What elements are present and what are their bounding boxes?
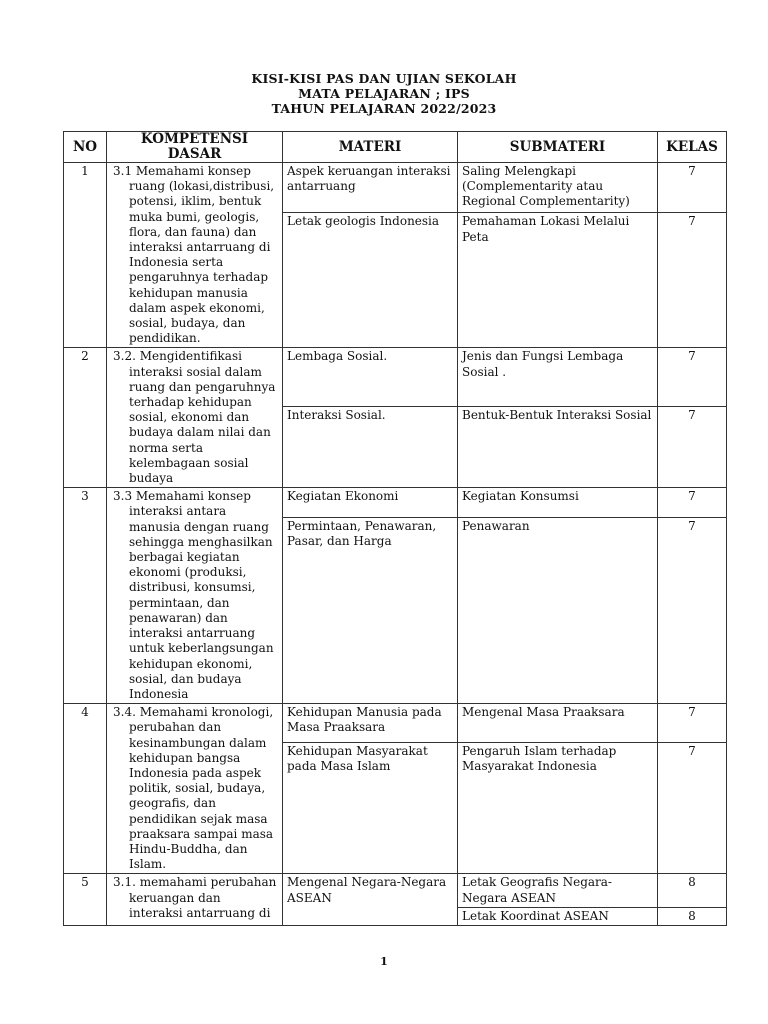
header-no: NO — [64, 132, 107, 163]
kompetensi-text: 3.3 Memahami konsep interaksi antara manusia dengan ruang sehingga menghasilkan berbagai kegiatan ekonomi (produksi, distribusi, konsumsi, permintaan, dan penawaran) dan interaksi antarruang untuk keberlangsungan kehidupan ekonomi, sosial, dan budaya Indonesia — [113, 489, 274, 701]
cell-kelas: 8 — [658, 874, 727, 907]
cell-kelas: 7 — [658, 348, 727, 406]
cell-submateri: Saling Melengkapi (Complementarity atau Regional Complementarity) — [458, 163, 658, 213]
cell-kompetensi — [107, 348, 283, 488]
cell-kelas: 7 — [658, 704, 727, 743]
kompetensi-text: 3.1 Memahami konsep ruang (lokasi,distribusi, potensi, iklim, bentuk muka bumi, geologis, flora, dan fauna) dan interaksi antarruang di Indonesia serta pengaruhnya terhadap kehidupan manusia dalam aspek ekonomi, sosial, budaya, dan pendidikan. — [113, 164, 275, 346]
cell-kelas: 7 — [658, 163, 727, 213]
header-kompetensi-dasar — [107, 132, 283, 163]
cell-materi: Kehidupan Manusia pada Masa Praaksara — [283, 704, 458, 743]
cell-submateri: Pengaruh Islam terhadap Masyarakat Indonesia — [458, 743, 658, 874]
cell-materi: Permintaan, Penawaran, Pasar, dan Harga — [283, 517, 458, 703]
cell-submateri: Mengenal Masa Praaksara — [458, 704, 658, 743]
kompetensi-text: 3.2. Mengidentifikasi interaksi sosial dalam ruang dan pengaruhnya terhadap kehidupan sosial, ekonomi dan budaya dalam nilai dan norma serta kelembagaan sosial budaya — [113, 349, 276, 486]
table-row — [64, 163, 727, 213]
cell-submateri: Jenis dan Fungsi Lembaga Sosial . — [458, 348, 658, 406]
cell-materi: Mengenal Negara-Negara ASEAN — [283, 874, 458, 926]
cell-kompetensi — [107, 874, 283, 926]
cell-submateri: Kegiatan Konsumsi — [458, 488, 658, 518]
cell-submateri: Bentuk-Bentuk Interaksi Sosial — [458, 406, 658, 488]
cell-materi: Interaksi Sosial. — [283, 406, 458, 488]
cell-submateri: Penawaran — [458, 517, 658, 703]
kompetensi-text: 3.4. Memahami kronologi, perubahan dan kesinambungan dalam kehidupan bangsa Indonesia pada aspek politik, sosial, budaya, geografis, dan pendidikan sejak masa praaksara sampai masa Hindu-Buddha, dan Islam. — [113, 705, 274, 872]
cell-kelas: 8 — [658, 907, 727, 925]
cell-no: 2 — [64, 348, 107, 488]
table-row — [64, 704, 727, 743]
cell-no: 4 — [64, 704, 107, 874]
cell-kompetensi — [107, 488, 283, 704]
cell-materi: Letak geologis Indonesia — [283, 213, 458, 348]
title-line-3: TAHUN PELAJARAN 2022/2023 — [271, 101, 497, 116]
header-materi: MATERI — [283, 132, 458, 163]
page-number: 1 — [380, 955, 388, 968]
cell-submateri: Pemahaman Lokasi Melalui Peta — [458, 213, 658, 348]
table-row — [64, 874, 727, 907]
header-kompetensi-line2: DASAR — [167, 146, 222, 162]
cell-kompetensi — [107, 163, 283, 348]
cell-submateri: Letak Koordinat ASEAN — [458, 907, 658, 925]
cell-materi: Aspek keruangan interaksi antarruang — [283, 163, 458, 213]
kisi-kisi-table — [63, 131, 727, 926]
document-title — [0, 71, 768, 116]
header-submateri: SUBMATERI — [458, 132, 658, 163]
title-line-2: MATA PELAJARAN ; IPS — [298, 86, 470, 101]
kompetensi-text: 3.1. memahami perubahan keruangan dan interaksi antarruang di — [113, 875, 277, 920]
table-row — [64, 348, 727, 406]
cell-submateri: Letak Geografis Negara-Negara ASEAN — [458, 874, 658, 907]
cell-no: 5 — [64, 874, 107, 926]
cell-kelas: 7 — [658, 213, 727, 348]
cell-materi: Kegiatan Ekonomi — [283, 488, 458, 518]
table-row — [64, 488, 727, 518]
cell-kelas: 7 — [658, 406, 727, 488]
cell-materi: Lembaga Sosial. — [283, 348, 458, 406]
cell-kelas: 7 — [658, 743, 727, 874]
header-kelas: KELAS — [658, 132, 727, 163]
cell-kelas: 7 — [658, 517, 727, 703]
cell-no: 3 — [64, 488, 107, 704]
title-line-1: KISI-KISI PAS DAN UJIAN SEKOLAH — [251, 71, 517, 86]
header-kompetensi-line1: KOMPETENSI — [140, 131, 249, 147]
cell-no: 1 — [64, 163, 107, 348]
cell-materi: Kehidupan Masyarakat pada Masa Islam — [283, 743, 458, 874]
table-header-row — [64, 132, 727, 163]
cell-kelas: 7 — [658, 488, 727, 518]
cell-kompetensi — [107, 704, 283, 874]
